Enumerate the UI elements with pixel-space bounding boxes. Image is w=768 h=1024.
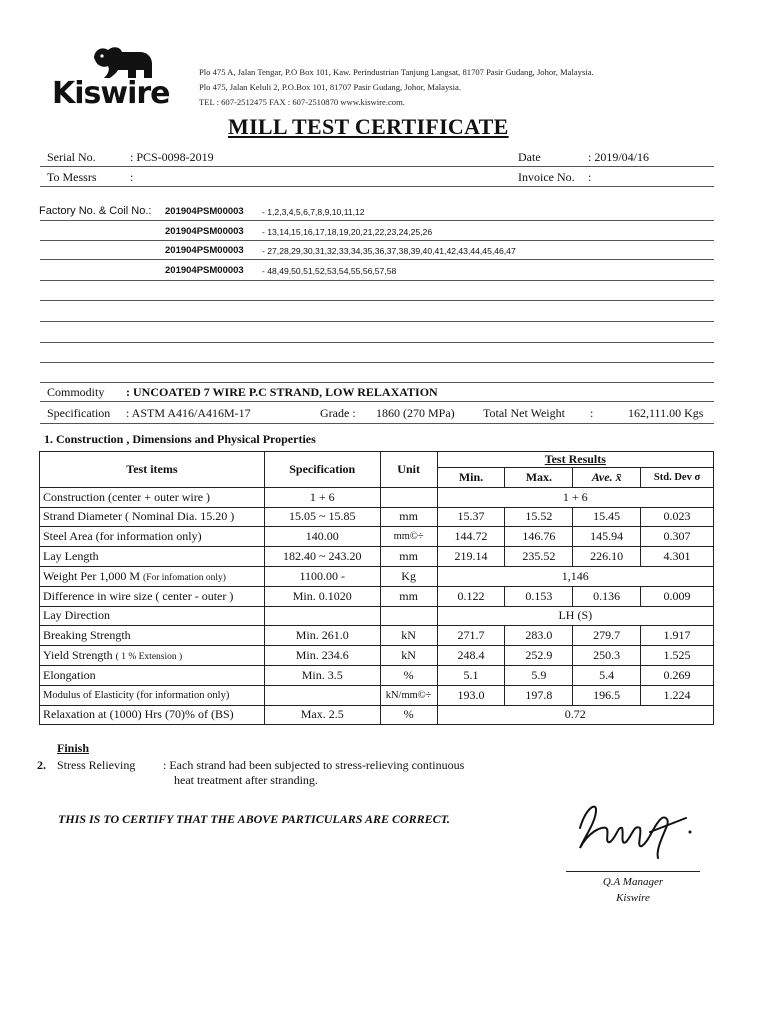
header-ave: Ave. x̄: [573, 468, 641, 488]
unit-cell: mm: [380, 507, 437, 527]
header-test-results: Test Results: [437, 452, 713, 468]
table-row: [40, 626, 714, 646]
item-cell: Breaking Strength: [40, 626, 265, 646]
unit-cell: mm: [380, 547, 437, 567]
max-cell: 283.0: [505, 626, 573, 646]
min-cell: 248.4: [437, 646, 505, 666]
ave-cell: 15.45: [573, 507, 641, 527]
max-cell: 0.153: [505, 586, 573, 606]
signature-image: [566, 788, 696, 868]
messrs-value: :: [130, 170, 134, 184]
coil-list: - 27,28,29,30,31,32,33,34,35,36,37,38,39,40,41,42,43,44,45,46,47: [262, 246, 516, 256]
coil-list: - 13,14,15,16,17,18,19,20,21,22,23,24,25,26: [262, 227, 433, 237]
table-row: [40, 606, 714, 626]
commodity-label: Commodity: [47, 385, 105, 399]
min-cell: 219.14: [437, 547, 505, 567]
coil-number: 201904PSM00003: [165, 206, 244, 217]
weight-label: Total Net Weight: [483, 406, 565, 420]
min-cell: 5.1: [437, 665, 505, 685]
coil-number: 201904PSM00003: [165, 226, 244, 237]
table-row: [40, 705, 714, 725]
section-title: 1. Construction , Dimensions and Physical Properties: [44, 432, 316, 446]
max-cell: 235.52: [505, 547, 573, 567]
divider: [40, 362, 714, 363]
messrs-label: To Messrs: [47, 170, 97, 184]
item-cell: Modulus of Elasticity (for information only): [40, 685, 265, 705]
ave-cell: 5.4: [573, 665, 641, 685]
stress-text-line-1: : Each strand had been subjected to stress-relieving continuous: [163, 758, 465, 772]
item-cell: Lay Length: [40, 547, 265, 567]
item-cell: Elongation: [40, 665, 265, 685]
spec-cell: [264, 606, 380, 626]
coil-number: 201904PSM00003: [165, 265, 244, 276]
table-row: [40, 566, 714, 586]
header-test-items: Test items: [40, 452, 265, 488]
spec-cell: Min. 261.0: [264, 626, 380, 646]
coil-list: - 1,2,3,4,5,6,7,8,9,10,11,12: [262, 207, 365, 217]
logo-wordmark: Kiswire: [52, 76, 170, 111]
std-cell: 0.307: [641, 527, 714, 547]
weight-colon: :: [590, 406, 594, 420]
address-line-2: Plo 475, Jalan Keluli 2, P.O.Box 101, 81707 Pasir Gudang, Johor, Malaysia.: [199, 82, 461, 92]
table-row: [40, 487, 714, 507]
result-merged-cell: LH (S): [437, 606, 713, 626]
spec-cell: 140.00: [264, 527, 380, 547]
divider: [40, 186, 714, 187]
specification-label: Specification: [47, 406, 111, 420]
divider: [40, 220, 714, 221]
item-note: (For infomation only): [143, 572, 226, 583]
min-cell: 193.0: [437, 685, 505, 705]
max-cell: 146.76: [505, 527, 573, 547]
max-cell: 252.9: [505, 646, 573, 666]
min-cell: 15.37: [437, 507, 505, 527]
unit-cell: %: [380, 665, 437, 685]
item-cell: Steel Area (for information only): [40, 527, 265, 547]
unit-cell: [380, 487, 437, 507]
item-cell: Strand Diameter ( Nominal Dia. 15.20 ): [40, 507, 265, 527]
divider: [40, 166, 714, 167]
grade-label: Grade :: [320, 406, 356, 420]
unit-cell: kN: [380, 646, 437, 666]
header-min: Min.: [437, 468, 505, 488]
item-text: Weight Per 1,000 M: [43, 568, 141, 583]
kiswire-logo: [52, 50, 192, 114]
serial-value: : PCS-0098-2019: [130, 150, 214, 164]
std-cell: 0.269: [641, 665, 714, 685]
header-unit: Unit: [380, 452, 437, 488]
ave-cell: 145.94: [573, 527, 641, 547]
table-row: [40, 685, 714, 705]
ave-cell: 196.5: [573, 685, 641, 705]
ave-cell: 0.136: [573, 586, 641, 606]
header-std-dev: Std. Dev σ: [641, 468, 714, 488]
commodity-value: : UNCOATED 7 WIRE P.C STRAND, LOW RELAXATION: [126, 385, 438, 399]
ave-cell: 279.7: [573, 626, 641, 646]
max-cell: 197.8: [505, 685, 573, 705]
contact-line: TEL : 607-2512475 FAX : 607-2510870 www.kiswire.com.: [199, 97, 405, 107]
header-specification: Specification: [264, 452, 380, 488]
properties-table: [39, 451, 714, 725]
finish-number: 2.: [37, 758, 46, 772]
unit-cell: %: [380, 705, 437, 725]
std-cell: 1.917: [641, 626, 714, 646]
specification-value: : ASTM A416/A416M-17: [126, 406, 251, 420]
date-label: Date: [518, 150, 541, 164]
std-cell: 1.224: [641, 685, 714, 705]
coil-number: 201904PSM00003: [165, 245, 244, 256]
result-merged-cell: 1 + 6: [437, 487, 713, 507]
spec-cell: Min. 3.5: [264, 665, 380, 685]
item-cell: [40, 566, 265, 586]
spec-cell: Min. 0.1020: [264, 586, 380, 606]
serial-label: Serial No.: [47, 150, 96, 164]
item-cell: Construction (center + outer wire ): [40, 487, 265, 507]
item-cell: Relaxation at (1000) Hrs (70)% of (BS): [40, 705, 265, 725]
spec-cell: 15.05 ~ 15.85: [264, 507, 380, 527]
divider: [40, 423, 714, 424]
spec-cell: Min. 234.6: [264, 646, 380, 666]
unit-cell: mm©÷: [380, 527, 437, 547]
min-cell: 0.122: [437, 586, 505, 606]
header-max: Max.: [505, 468, 573, 488]
table-row: [40, 586, 714, 606]
unit-cell: kN/mm©÷: [380, 685, 437, 705]
max-cell: 15.52: [505, 507, 573, 527]
result-merged-cell: 1,146: [437, 566, 713, 586]
std-cell: 0.009: [641, 586, 714, 606]
table-row: [40, 646, 714, 666]
item-text: Yield Strength: [43, 648, 113, 663]
std-cell: 0.023: [641, 507, 714, 527]
certify-statement: THIS IS TO CERTIFY THAT THE ABOVE PARTICULARS ARE CORRECT.: [58, 812, 450, 826]
min-cell: 271.7: [437, 626, 505, 646]
address-line-1: Plo 475 A, Jalan Tengar, P.O Box 101, Kaw. Perindustrian Tanjung Langsat, 81707 Pasir Gudang, Johor, Malaysia.: [199, 67, 594, 77]
unit-cell: mm: [380, 586, 437, 606]
spec-cell: 1100.00 -: [264, 566, 380, 586]
finish-title: Finish: [57, 741, 90, 755]
spec-cell: 182.40 ~ 243.20: [264, 547, 380, 567]
std-cell: 1.525: [641, 646, 714, 666]
date-value: : 2019/04/16: [588, 150, 650, 164]
company-label: Kiswire: [616, 892, 650, 904]
item-cell: Difference in wire size ( center - outer ): [40, 586, 265, 606]
invoice-value: :: [588, 170, 592, 184]
spec-cell: Max. 2.5: [264, 705, 380, 725]
divider: [40, 401, 714, 402]
signature-line: [566, 871, 700, 872]
min-cell: 144.72: [437, 527, 505, 547]
stress-text-line-2: heat treatment after stranding.: [174, 773, 318, 787]
coil-list: - 48,49,50,51,52,53,54,55,56,57,58: [262, 266, 397, 276]
divider: [40, 240, 714, 241]
item-cell: [40, 646, 265, 666]
weight-value: 162,111.00 Kgs: [628, 406, 704, 420]
divider: [40, 280, 714, 281]
divider: [40, 342, 714, 343]
spec-cell: 1 + 6: [264, 487, 380, 507]
elephant-icon: [88, 44, 158, 80]
unit-cell: Kg: [380, 566, 437, 586]
max-cell: 5.9: [505, 665, 573, 685]
result-merged-cell: 0.72: [437, 705, 713, 725]
unit-cell: [380, 606, 437, 626]
stress-relieving-label: Stress Relieving: [57, 758, 136, 772]
std-cell: 4.301: [641, 547, 714, 567]
table-row: [40, 665, 714, 685]
item-note: ( 1 % Extension ): [115, 652, 183, 663]
divider: [40, 382, 714, 383]
grade-value: 1860 (270 MPa): [376, 406, 455, 420]
factory-label: Factory No. & Coil No.:: [39, 205, 152, 217]
table-row: [40, 527, 714, 547]
stress-relieving-text: [163, 758, 523, 788]
ave-cell: 226.10: [573, 547, 641, 567]
divider: [40, 321, 714, 322]
item-cell: Lay Direction: [40, 606, 265, 626]
invoice-label: Invoice No.: [518, 170, 575, 184]
spec-cell: [264, 685, 380, 705]
page-title: MILL TEST CERTIFICATE: [228, 114, 509, 139]
ave-cell: 250.3: [573, 646, 641, 666]
divider: [40, 259, 714, 260]
unit-cell: kN: [380, 626, 437, 646]
divider: [40, 300, 714, 301]
table-row: [40, 507, 714, 527]
qa-manager-label: Q.A Manager: [602, 876, 664, 888]
table-row: [40, 547, 714, 567]
